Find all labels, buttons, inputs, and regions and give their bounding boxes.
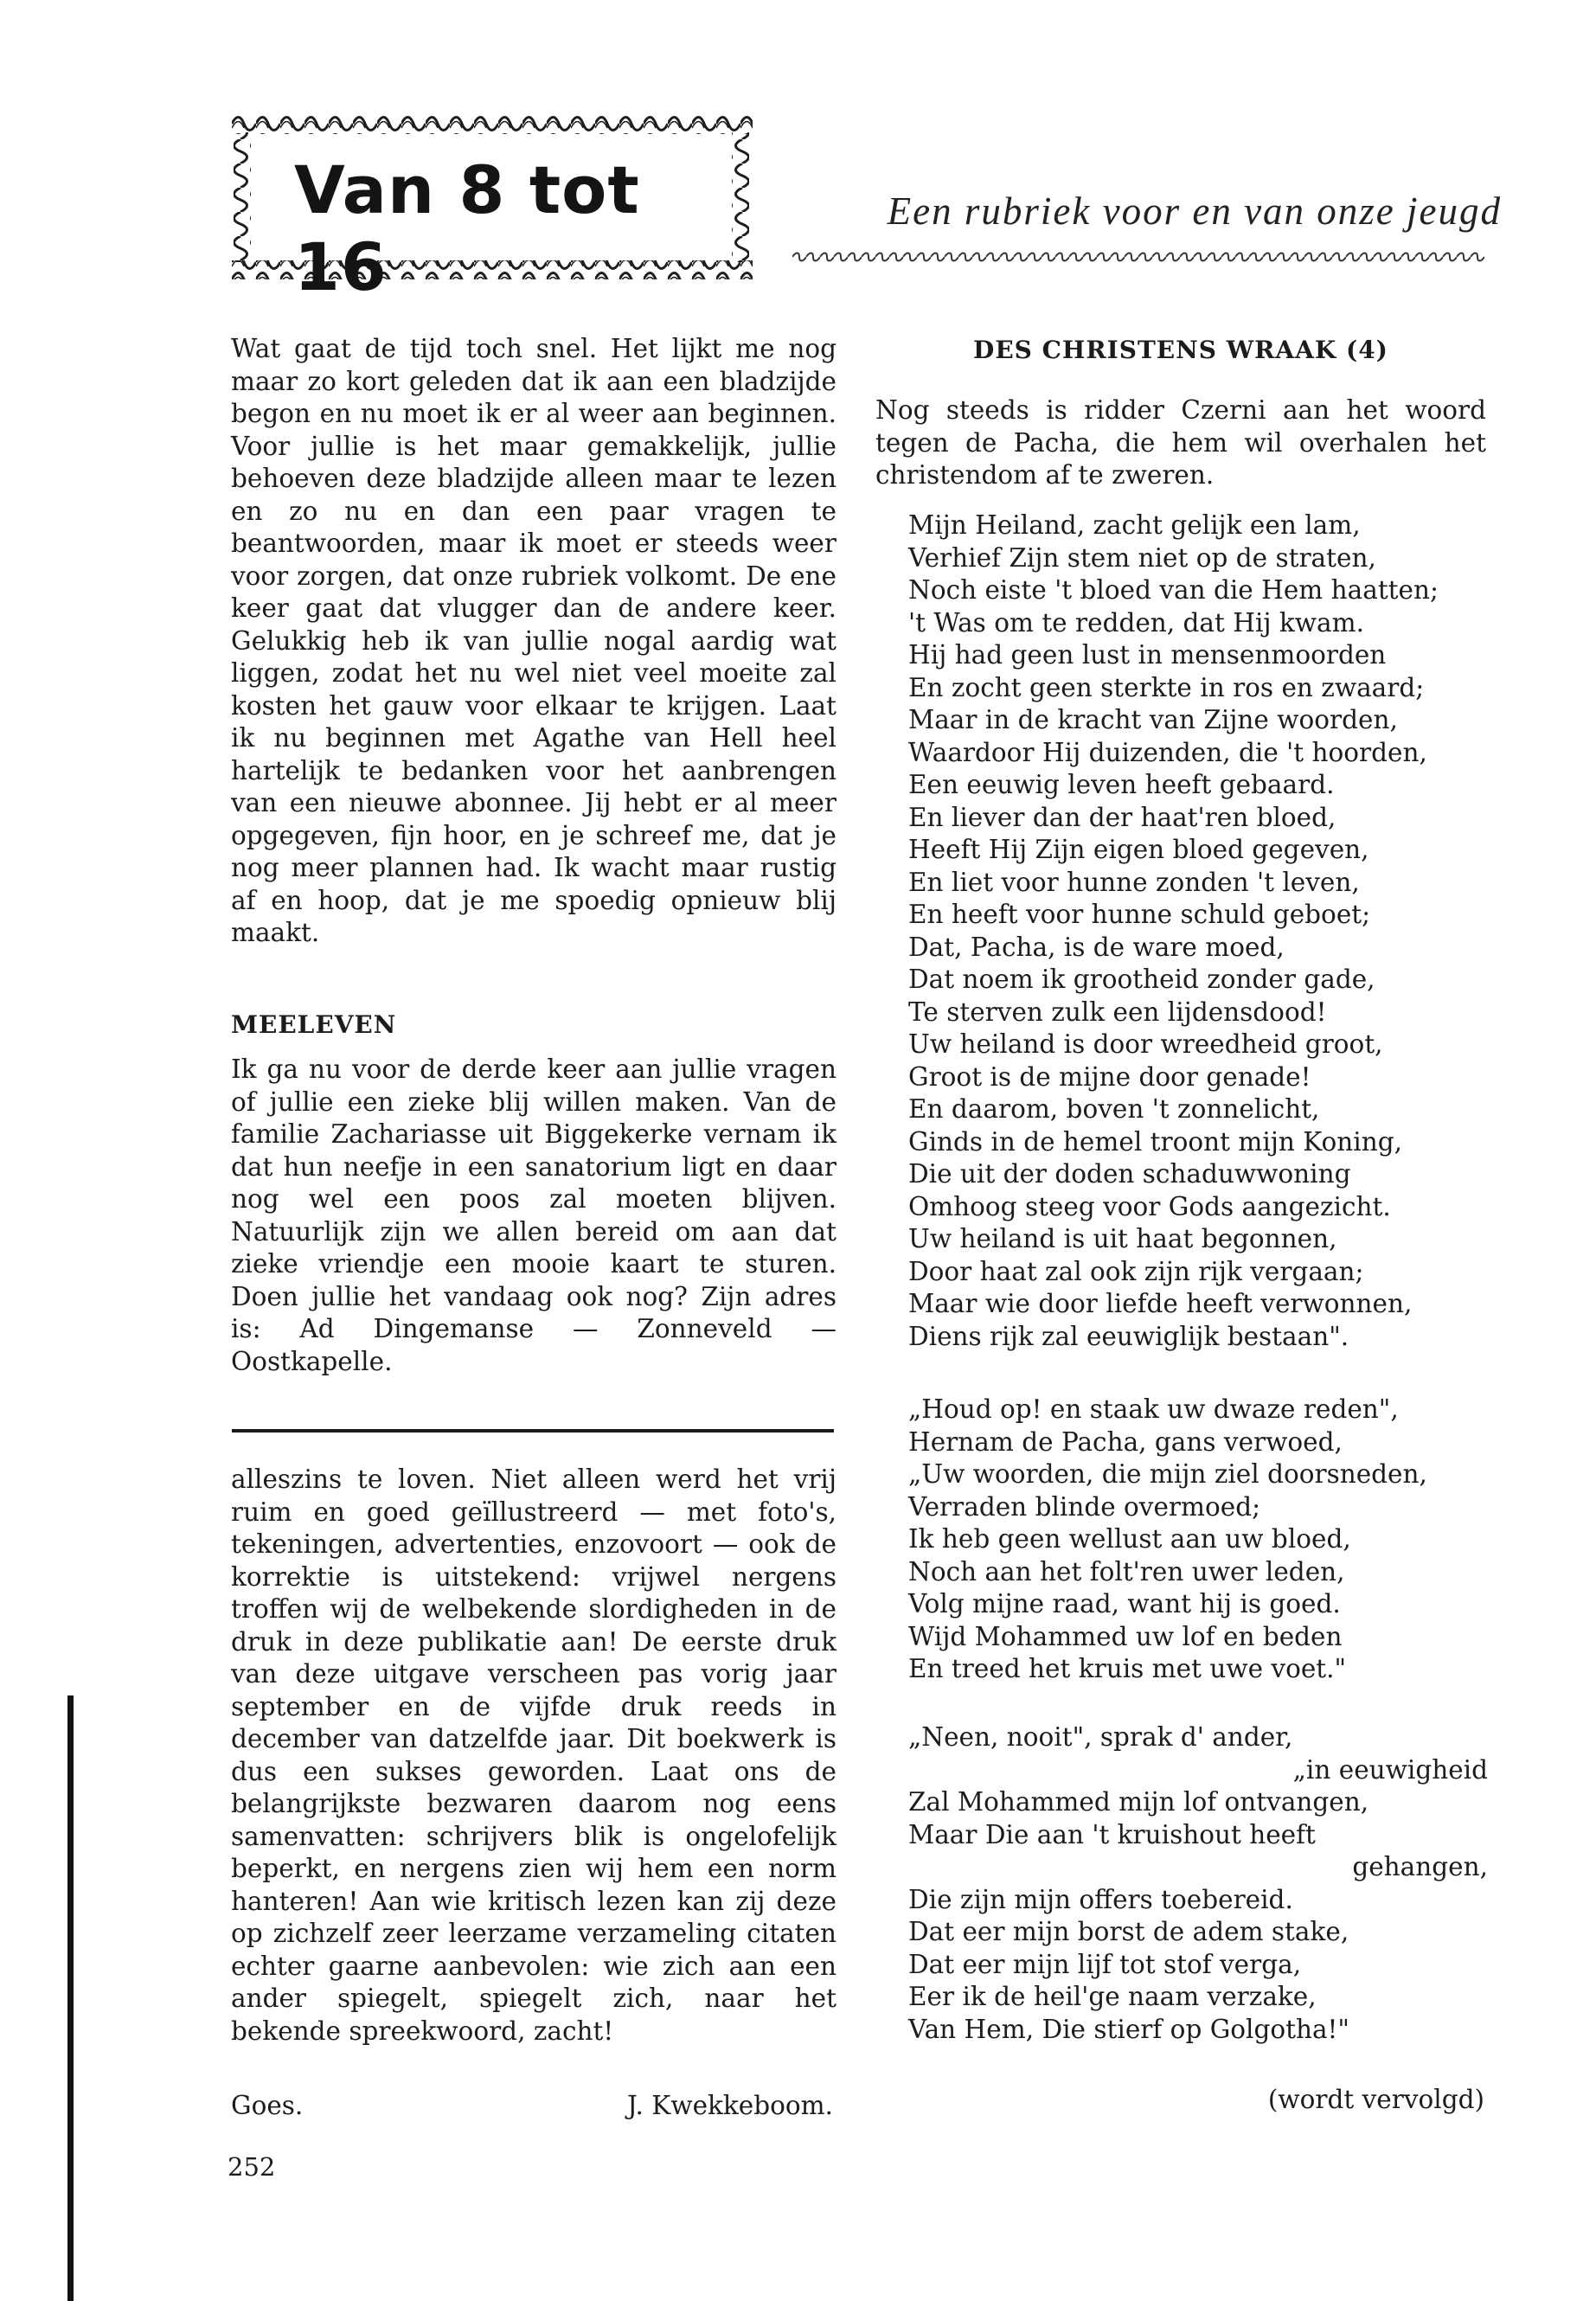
poem-line: Ik heb geen wellust aan uw bloed, — [908, 1524, 1351, 1554]
meeleven-paragraph: Ik ga nu voor de derde keer aan jullie vragen of jullie een zieke blij willen maken. Van de familie Zachariasse uit Biggekerke vernam ik dat hun neefje in een sanatorium ligt en daar nog wel een poos zal moeten blijven. Natuurlijk zijn we allen bereid om aan dat zieke vriendje een mooie kaart te sturen. Doen jullie het vandaag ook nog? Zijn adres is: Ad Dingemanse — Zonneveld — Oostkapelle. — [231, 1054, 836, 1376]
poem-line: Hernam de Pacha, gans verwoed, — [908, 1426, 1343, 1457]
poem-line: Dat eer mijn lijf tot stof verga, — [908, 1949, 1302, 1979]
poem-line: En liet voor hunne zonden 't leven, — [908, 867, 1360, 897]
poem-line: Dat noem ik grootheid zonder gade, — [908, 965, 1375, 994]
poem-line: Noch aan het folt'ren uwer leden, — [908, 1556, 1345, 1586]
poem-line: „Houd op! en staak uw dwaze reden", — [908, 1394, 1399, 1424]
poem-line: Groot is de mijne door genade! — [908, 1061, 1311, 1092]
subtitle-underline — [792, 251, 1484, 263]
signature-author: J. Kwekkeboom. — [626, 2091, 833, 2120]
poem-line: Hij had geen lust in mensenmoorden — [908, 640, 1387, 670]
poem-line: En zocht geen sterkte in ros en zwaard; — [908, 672, 1425, 702]
review-paragraph: alleszins te loven. Niet alleen werd het vrij ruim en goed geïllustreerd — met foto's, tekeningen, advertenties, enzovoort — ook de korrektie is uitstekend: vrijwel nergens troffen wij de welbekende slordigheden in de druk in deze publikatie aan! De eerste druk van deze uitgave verscheen pas vorig jaar september en de vijfde druk reeds in december van datzelfde jaar. Dit boekwerk is dus een sukses geworden. Laat ons de belangrijkste bezwaren daarom nog eens samenvatten: schrijvers blik is ongelofelijk beperkt, en nergens zien wij hem een norm hanteren! Aan wie kritisch lezen kan zij deze op zichzelf zeer leerzame verzameling citaten echter gaarne aanbevolen: wie zich aan een ander spiegelt, spiegelt zich, naar het bekende spreekwoord, zacht! — [231, 1465, 836, 2046]
poem-line: Eer ik de heil'ge naam verzake, — [908, 1982, 1317, 2011]
poem-line: Van Hem, Die stierf op Golgotha!" — [908, 2014, 1349, 2044]
story-intro-paragraph: Nog steeds is ridder Czerni aan het woord tegen de Pacha, die hem wil overhalen het christendom af te zweren. — [875, 395, 1486, 490]
poem-stanza-1 — [908, 510, 1488, 1353]
poem-line: Diens rijk zal eeuwiglijk bestaan". — [908, 1321, 1349, 1351]
poem-line: Maar Die aan 't kruishout heeft — [908, 1819, 1316, 1849]
poem-line: Die zijn mijn offers toebereid. — [908, 1884, 1293, 1914]
poem-line: Uw heiland is uit haat begonnen, — [908, 1224, 1337, 1253]
poem-stanza-3 — [908, 1721, 1488, 2046]
poem-line: Volg mijne raad, want hij is goed. — [908, 1589, 1341, 1618]
poem-line: „Neen, nooit", sprak d' ander, — [908, 1722, 1293, 1752]
poem-line: En heeft voor hunne schuld geboet; — [908, 900, 1371, 929]
header-box — [232, 115, 753, 305]
meeleven-section — [231, 1054, 836, 1378]
poem-line: 't Was om te redden, dat Hij kwam. — [908, 607, 1364, 638]
review-section — [231, 1464, 836, 2048]
poem-line: „in eeuwigheid — [1292, 1754, 1488, 1785]
poem-line: Maar wie door liefde heeft verwonnen, — [908, 1289, 1413, 1318]
meeleven-heading: MEELEVEN — [231, 1010, 397, 1039]
poem-line: „Uw woorden, die mijn ziel doorsneden, — [908, 1459, 1427, 1489]
poem-line: Noch eiste 't bloed van die Hem haatten; — [908, 575, 1439, 605]
poem-line: En liever dan der haat'ren bloed, — [908, 802, 1336, 832]
poem-line: Dat eer mijn borst de adem stake, — [908, 1917, 1349, 1946]
poem-line: Verraden blinde overmoed; — [908, 1491, 1261, 1522]
signature-place: Goes. — [231, 2091, 304, 2120]
poem-line: Omhoog steeg voor Gods aangezicht. — [908, 1191, 1391, 1221]
poem-line: En treed het kruis met uwe voet." — [908, 1654, 1347, 1683]
poem-line: Door haat zal ook zijn rijk vergaan; — [908, 1256, 1364, 1286]
poem-line: Ginds in de hemel troont mijn Koning, — [908, 1126, 1402, 1157]
intro-paragraph: Wat gaat de tijd toch snel. Het lijkt me nog maar zo kort geleden dat ik aan een bladzijde begon en nu moet ik er al weer aan beginnen. Voor jullie is het maar gemakkelijk, jullie behoeven deze bladzijde alleen maar te lezen en zo nu en dan een paar vragen te beantwoorden, maar ik moet er steeds weer voor zorgen, dat onze rubriek volkomt. De ene keer gaat dat vlugger dan de andere keer. Gelukkig heb ik van jullie nogal aardig wat liggen, zodat het nu wel niet veel moeite zal kosten het gauw voor elkaar te krijgen. Laat ik nu beginnen met Agathe van Hell heel hartelijk te bedanken voor het aanbrengen van een nieuwe abonnee. Jij hebt er al meer opgegeven, fijn hoor, en je schreef me, dat je nog meer plannen had. Ik wacht maar rustig af en hoop, dat je me spoedig opnieuw blij maakt. — [231, 334, 836, 947]
poem-line: Mijn Heiland, zacht gelijk een lam, — [908, 510, 1361, 540]
poem-line: Die uit der doden schaduwwoning — [908, 1159, 1351, 1189]
page-edge-shadow — [67, 1695, 74, 2301]
story-intro — [875, 394, 1486, 492]
poem-line: En daarom, boven 't zonnelicht, — [908, 1094, 1320, 1124]
poem-line: Uw heiland is door wreedheid groot, — [908, 1029, 1383, 1059]
section-divider — [232, 1429, 834, 1433]
poem-line: gehangen, — [1352, 1852, 1488, 1881]
page-number: 252 — [228, 2152, 276, 2182]
story-heading: DES CHRISTENS WRAAK (4) — [973, 336, 1388, 364]
poem-line: Te sterven zulk een lijdensdood! — [908, 997, 1327, 1027]
continued-note: (wordt vervolgd) — [1267, 2085, 1484, 2114]
poem-line: Een eeuwig leven heeft gebaard. — [908, 770, 1335, 799]
poem-line: Wijd Mohammed uw lof en beden — [908, 1621, 1343, 1651]
poem-stanza-2 — [908, 1394, 1488, 1686]
poem-line: Verhief Zijn stem niet op de straten, — [908, 542, 1376, 573]
section-title: Van 8 tot 16 — [294, 151, 640, 305]
poem-line: Zal Mohammed mijn lof ontvangen, — [908, 1787, 1369, 1817]
poem-line: Dat, Pacha, is de ware moed, — [908, 932, 1285, 962]
poem-line: Waardoor Hij duizenden, die 't hoorden, — [908, 737, 1427, 767]
poem-line: Maar in de kracht van Zijne woorden, — [908, 705, 1398, 734]
section-subtitle: Een rubriek voor en van onze jeugd — [887, 189, 1502, 233]
poem-line: Heeft Hij Zijn eigen bloed gegeven, — [908, 835, 1369, 864]
intro-column — [231, 333, 836, 950]
